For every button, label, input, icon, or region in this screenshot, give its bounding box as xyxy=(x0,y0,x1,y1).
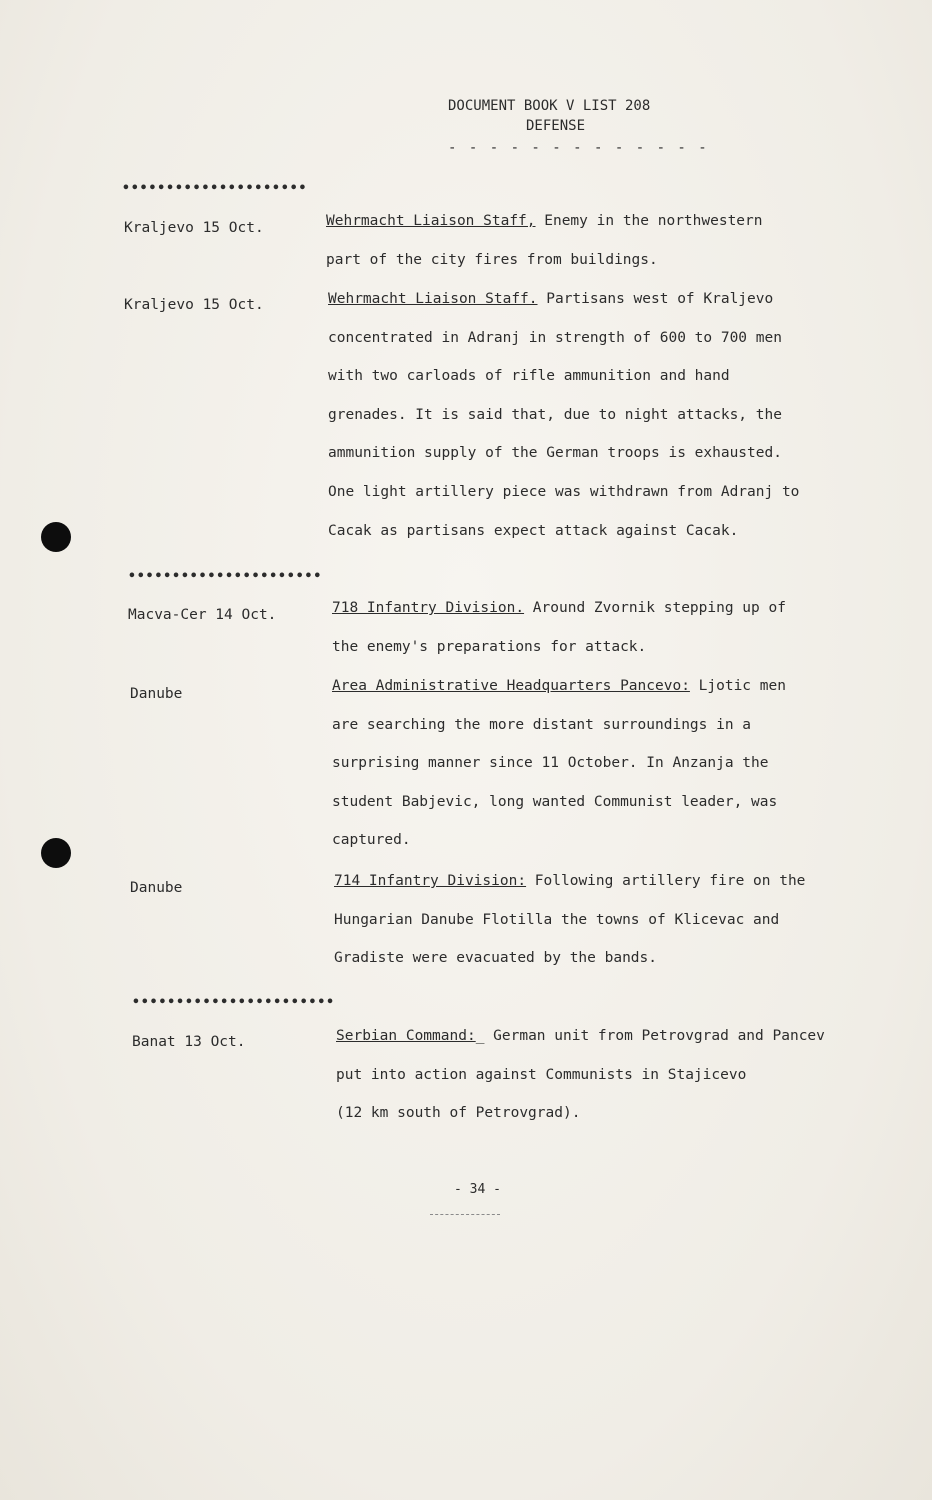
separator-dots: ••••••••••••••••••••• xyxy=(122,181,308,196)
entry-line: Following artillery fire on the xyxy=(526,873,806,889)
entry-line: with two carloads of rifle ammunition and hand xyxy=(328,368,730,385)
entry-heading: Serbian Command: xyxy=(336,1028,476,1044)
entry-line: (12 km south of Petrovgrad). xyxy=(336,1105,581,1122)
entry-body xyxy=(332,667,892,860)
separator-dots: ••••••••••••••••••••••• xyxy=(132,995,336,1010)
entry-location: Danube xyxy=(130,686,183,702)
entry-body xyxy=(332,589,892,666)
entry-line: put into action against Communists in Stajicevo xyxy=(336,1066,747,1083)
punch-hole-upper xyxy=(41,522,71,552)
entry-line: Cacak as partisans expect attack against Cacak. xyxy=(328,522,739,539)
entry-line: Enemy in the northwestern xyxy=(535,213,763,229)
entry-line: student Babjevic, long wanted Communist leader, was xyxy=(332,793,778,810)
header-title: DOCUMENT BOOK V LIST 208 xyxy=(448,98,651,114)
entry-heading: Wehrmacht Liaison Staff, xyxy=(326,213,536,229)
entry-line: captured. xyxy=(332,832,411,849)
entry-line: Partisans west of Kraljevo xyxy=(537,291,774,307)
entry-body xyxy=(326,202,886,279)
page-number: - 34 - xyxy=(454,1182,501,1197)
entry-heading: Area Administrative Headquarters Pancevo: xyxy=(332,678,690,694)
entry-line: One light artillery piece was withdrawn from Adranj to xyxy=(328,483,800,500)
entry-heading: 714 Infantry Division: xyxy=(334,873,527,889)
entry-location: Kraljevo 15 Oct. xyxy=(124,297,264,313)
header-rule: - - - - - - - - - - - - - xyxy=(448,140,709,156)
entry-line: Ljotic men xyxy=(689,678,786,694)
entry-line: concentrated in Adranj in strength of 600 to 700 men xyxy=(328,329,782,346)
entry-line: grenades. It is said that, due to night attacks, the xyxy=(328,406,782,423)
entry-line: ammunition supply of the German troops is exhausted. xyxy=(328,445,782,462)
document-header xyxy=(430,96,730,158)
footer-rule xyxy=(430,1214,500,1215)
entry-line: the enemy's preparations for attack. xyxy=(332,638,647,655)
entry-location: Banat 13 Oct. xyxy=(132,1034,246,1050)
entry-heading: Wehrmacht Liaison Staff. xyxy=(328,291,538,307)
separator-dots: •••••••••••••••••••••• xyxy=(128,569,323,584)
entry-line: surprising manner since 11 October. In Anzanja the xyxy=(332,755,769,772)
punch-hole-lower xyxy=(41,838,71,868)
entry-body xyxy=(328,280,888,550)
entry-location: Danube xyxy=(130,880,183,896)
entry-location: Kraljevo 15 Oct. xyxy=(124,220,264,236)
entry-line: are searching the more distant surroundings in a xyxy=(332,716,752,733)
entry-location: Macva-Cer 14 Oct. xyxy=(128,607,277,623)
header-subtitle: DEFENSE xyxy=(526,118,586,134)
entry-line: part of the city fires from buildings. xyxy=(326,251,658,268)
entry-line: Around Zvornik stepping up of xyxy=(524,600,786,616)
entry-line: Gradiste were evacuated by the bands. xyxy=(334,950,658,967)
entry-heading: 718 Infantry Division. xyxy=(332,600,525,616)
entry-body xyxy=(334,862,894,978)
entry-body xyxy=(336,1017,896,1133)
entry-line: Hungarian Danube Flotilla the towns of Klicevac and xyxy=(334,911,780,928)
entry-line: _ German unit from Petrovgrad and Pancev xyxy=(475,1028,825,1044)
